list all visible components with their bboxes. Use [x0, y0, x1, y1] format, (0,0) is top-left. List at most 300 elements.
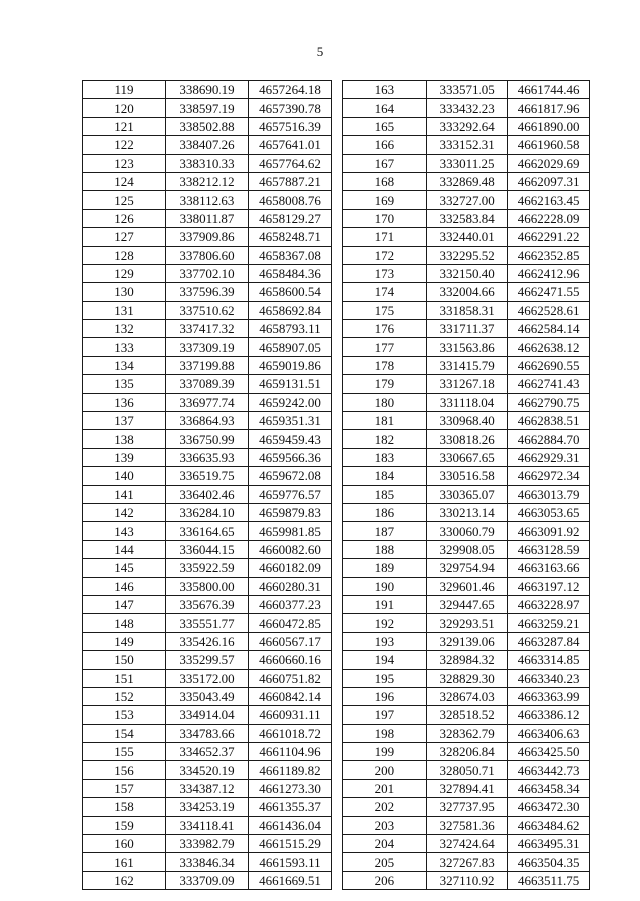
table-row — [343, 375, 590, 393]
point-number-cell: 121 — [83, 117, 166, 135]
y-coordinate-cell: 4658008.76 — [249, 191, 332, 209]
point-number-cell: 202 — [343, 798, 427, 816]
table-row — [83, 81, 332, 99]
y-coordinate-cell: 4662352.85 — [508, 246, 590, 264]
x-coordinate-cell: 329908.05 — [426, 540, 508, 558]
point-number-cell: 152 — [83, 687, 166, 705]
y-coordinate-cell: 4659776.57 — [249, 485, 332, 503]
y-coordinate-cell: 4663504.35 — [508, 853, 590, 871]
y-coordinate-cell: 4659981.85 — [249, 522, 332, 540]
x-coordinate-cell: 335676.39 — [166, 595, 249, 613]
y-coordinate-cell: 4663053.65 — [508, 503, 590, 521]
y-coordinate-cell: 4658793.11 — [249, 320, 332, 338]
table-row — [83, 632, 332, 650]
x-coordinate-cell: 336044.15 — [166, 540, 249, 558]
x-coordinate-cell: 329139.06 — [426, 632, 508, 650]
y-coordinate-cell: 4663228.97 — [508, 595, 590, 613]
x-coordinate-cell: 333292.64 — [426, 117, 508, 135]
x-coordinate-cell: 334520.19 — [166, 761, 249, 779]
point-number-cell: 192 — [343, 614, 427, 632]
table-row — [343, 871, 590, 889]
table-row — [343, 761, 590, 779]
point-number-cell: 180 — [343, 393, 427, 411]
table-row — [343, 724, 590, 742]
table-row — [83, 687, 332, 705]
point-number-cell: 129 — [83, 264, 166, 282]
point-number-cell: 176 — [343, 320, 427, 338]
table-row — [343, 264, 590, 282]
table-row — [343, 412, 590, 430]
y-coordinate-cell: 4662584.14 — [508, 320, 590, 338]
point-number-cell: 167 — [343, 154, 427, 172]
y-coordinate-cell: 4660082.60 — [249, 540, 332, 558]
x-coordinate-cell: 327894.41 — [426, 779, 508, 797]
y-coordinate-cell: 4663363.99 — [508, 687, 590, 705]
x-coordinate-cell: 338502.88 — [166, 117, 249, 135]
point-number-cell: 187 — [343, 522, 427, 540]
x-coordinate-cell: 336635.93 — [166, 448, 249, 466]
x-coordinate-cell: 336164.65 — [166, 522, 249, 540]
y-coordinate-cell: 4660182.09 — [249, 559, 332, 577]
y-coordinate-cell: 4663386.12 — [508, 706, 590, 724]
table-row — [83, 393, 332, 411]
table-row — [343, 356, 590, 374]
table-row — [343, 338, 590, 356]
table-row — [343, 816, 590, 834]
x-coordinate-cell: 332440.01 — [426, 228, 508, 246]
x-coordinate-cell: 328674.03 — [426, 687, 508, 705]
point-number-cell: 119 — [83, 81, 166, 99]
point-number-cell: 122 — [83, 136, 166, 154]
table-row — [343, 540, 590, 558]
table-row — [343, 485, 590, 503]
y-coordinate-cell: 4662471.55 — [508, 283, 590, 301]
coordinate-table-left-body — [83, 81, 332, 890]
point-number-cell: 191 — [343, 595, 427, 613]
point-number-cell: 158 — [83, 798, 166, 816]
table-row — [83, 577, 332, 595]
point-number-cell: 179 — [343, 375, 427, 393]
y-coordinate-cell: 4662690.55 — [508, 356, 590, 374]
x-coordinate-cell: 338212.12 — [166, 172, 249, 190]
y-coordinate-cell: 4659019.86 — [249, 356, 332, 374]
y-coordinate-cell: 4659131.51 — [249, 375, 332, 393]
y-coordinate-cell: 4658600.54 — [249, 283, 332, 301]
table-row — [343, 651, 590, 669]
point-number-cell: 161 — [83, 853, 166, 871]
y-coordinate-cell: 4657887.21 — [249, 172, 332, 190]
table-row — [343, 320, 590, 338]
point-number-cell: 170 — [343, 209, 427, 227]
point-number-cell: 157 — [83, 779, 166, 797]
x-coordinate-cell: 329754.94 — [426, 559, 508, 577]
table-row — [83, 614, 332, 632]
point-number-cell: 154 — [83, 724, 166, 742]
x-coordinate-cell: 333152.31 — [426, 136, 508, 154]
y-coordinate-cell: 4662838.51 — [508, 412, 590, 430]
point-number-cell: 174 — [343, 283, 427, 301]
table-row — [83, 448, 332, 466]
point-number-cell: 120 — [83, 99, 166, 117]
table-row — [343, 81, 590, 99]
x-coordinate-cell: 336750.99 — [166, 430, 249, 448]
point-number-cell: 135 — [83, 375, 166, 393]
y-coordinate-cell: 4661515.29 — [249, 835, 332, 853]
y-coordinate-cell: 4660280.31 — [249, 577, 332, 595]
point-number-cell: 162 — [83, 871, 166, 889]
y-coordinate-cell: 4660660.16 — [249, 651, 332, 669]
page-number: 5 — [316, 44, 324, 59]
x-coordinate-cell: 335922.59 — [166, 559, 249, 577]
y-coordinate-cell: 4661189.82 — [249, 761, 332, 779]
table-row — [83, 816, 332, 834]
x-coordinate-cell: 334652.37 — [166, 743, 249, 761]
point-number-cell: 153 — [83, 706, 166, 724]
point-number-cell: 148 — [83, 614, 166, 632]
y-coordinate-cell: 4660567.17 — [249, 632, 332, 650]
y-coordinate-cell: 4657764.62 — [249, 154, 332, 172]
table-row — [343, 779, 590, 797]
y-coordinate-cell: 4657390.78 — [249, 99, 332, 117]
point-number-cell: 193 — [343, 632, 427, 650]
x-coordinate-cell: 335800.00 — [166, 577, 249, 595]
y-coordinate-cell: 4663425.50 — [508, 743, 590, 761]
y-coordinate-cell: 4663458.34 — [508, 779, 590, 797]
table-row — [83, 136, 332, 154]
table-row — [343, 835, 590, 853]
y-coordinate-cell: 4662291.22 — [508, 228, 590, 246]
y-coordinate-cell: 4662163.45 — [508, 191, 590, 209]
table-row — [343, 246, 590, 264]
point-number-cell: 171 — [343, 228, 427, 246]
x-coordinate-cell: 328206.84 — [426, 743, 508, 761]
table-row — [83, 503, 332, 521]
table-row — [83, 283, 332, 301]
table-row — [343, 743, 590, 761]
y-coordinate-cell: 4662929.31 — [508, 448, 590, 466]
point-number-cell: 185 — [343, 485, 427, 503]
x-coordinate-cell: 335426.16 — [166, 632, 249, 650]
y-coordinate-cell: 4658692.84 — [249, 301, 332, 319]
y-coordinate-cell: 4658129.27 — [249, 209, 332, 227]
x-coordinate-cell: 334387.12 — [166, 779, 249, 797]
x-coordinate-cell: 331118.04 — [426, 393, 508, 411]
x-coordinate-cell: 327267.83 — [426, 853, 508, 871]
y-coordinate-cell: 4663442.73 — [508, 761, 590, 779]
table-row — [83, 264, 332, 282]
coordinate-table-left — [82, 80, 332, 890]
x-coordinate-cell: 336402.46 — [166, 485, 249, 503]
x-coordinate-cell: 338597.19 — [166, 99, 249, 117]
coordinate-tables — [82, 80, 590, 888]
point-number-cell: 166 — [343, 136, 427, 154]
y-coordinate-cell: 4661744.46 — [508, 81, 590, 99]
point-number-cell: 139 — [83, 448, 166, 466]
table-row — [343, 798, 590, 816]
table-row — [343, 669, 590, 687]
point-number-cell: 172 — [343, 246, 427, 264]
table-row — [83, 559, 332, 577]
x-coordinate-cell: 338310.33 — [166, 154, 249, 172]
y-coordinate-cell: 4659879.83 — [249, 503, 332, 521]
x-coordinate-cell: 332295.52 — [426, 246, 508, 264]
table-row — [83, 301, 332, 319]
table-row — [83, 191, 332, 209]
y-coordinate-cell: 4657641.01 — [249, 136, 332, 154]
point-number-cell: 136 — [83, 393, 166, 411]
x-coordinate-cell: 328518.52 — [426, 706, 508, 724]
y-coordinate-cell: 4662972.34 — [508, 467, 590, 485]
table-row — [83, 375, 332, 393]
x-coordinate-cell: 337417.32 — [166, 320, 249, 338]
x-coordinate-cell: 333846.34 — [166, 853, 249, 871]
table-row — [83, 853, 332, 871]
y-coordinate-cell: 4662790.75 — [508, 393, 590, 411]
x-coordinate-cell: 330818.26 — [426, 430, 508, 448]
table-row — [83, 356, 332, 374]
y-coordinate-cell: 4662412.96 — [508, 264, 590, 282]
point-number-cell: 163 — [343, 81, 427, 99]
table-row — [343, 136, 590, 154]
x-coordinate-cell: 330516.58 — [426, 467, 508, 485]
x-coordinate-cell: 329447.65 — [426, 595, 508, 613]
x-coordinate-cell: 334783.66 — [166, 724, 249, 742]
point-number-cell: 142 — [83, 503, 166, 521]
x-coordinate-cell: 336284.10 — [166, 503, 249, 521]
x-coordinate-cell: 334118.41 — [166, 816, 249, 834]
y-coordinate-cell: 4662029.69 — [508, 154, 590, 172]
y-coordinate-cell: 4658248.71 — [249, 228, 332, 246]
point-number-cell: 149 — [83, 632, 166, 650]
point-number-cell: 190 — [343, 577, 427, 595]
y-coordinate-cell: 4663091.92 — [508, 522, 590, 540]
x-coordinate-cell: 337702.10 — [166, 264, 249, 282]
table-row — [83, 669, 332, 687]
table-row — [83, 228, 332, 246]
y-coordinate-cell: 4659242.00 — [249, 393, 332, 411]
y-coordinate-cell: 4660377.23 — [249, 595, 332, 613]
table-row — [343, 172, 590, 190]
point-number-cell: 131 — [83, 301, 166, 319]
y-coordinate-cell: 4661355.37 — [249, 798, 332, 816]
y-coordinate-cell: 4660842.14 — [249, 687, 332, 705]
x-coordinate-cell: 333709.09 — [166, 871, 249, 889]
y-coordinate-cell: 4660931.11 — [249, 706, 332, 724]
x-coordinate-cell: 327581.36 — [426, 816, 508, 834]
x-coordinate-cell: 337089.39 — [166, 375, 249, 393]
table-row — [83, 706, 332, 724]
table-row — [343, 301, 590, 319]
y-coordinate-cell: 4662638.12 — [508, 338, 590, 356]
y-coordinate-cell: 4661104.96 — [249, 743, 332, 761]
table-row — [83, 595, 332, 613]
x-coordinate-cell: 332727.00 — [426, 191, 508, 209]
y-coordinate-cell: 4663163.66 — [508, 559, 590, 577]
point-number-cell: 203 — [343, 816, 427, 834]
x-coordinate-cell: 336519.75 — [166, 467, 249, 485]
y-coordinate-cell: 4659672.08 — [249, 467, 332, 485]
y-coordinate-cell: 4662884.70 — [508, 430, 590, 448]
table-row — [343, 393, 590, 411]
point-number-cell: 178 — [343, 356, 427, 374]
point-number-cell: 143 — [83, 522, 166, 540]
y-coordinate-cell: 4662528.61 — [508, 301, 590, 319]
table-row — [343, 632, 590, 650]
table-row — [343, 154, 590, 172]
x-coordinate-cell: 335043.49 — [166, 687, 249, 705]
y-coordinate-cell: 4659566.36 — [249, 448, 332, 466]
y-coordinate-cell: 4658907.05 — [249, 338, 332, 356]
table-row — [83, 154, 332, 172]
point-number-cell: 145 — [83, 559, 166, 577]
point-number-cell: 126 — [83, 209, 166, 227]
point-number-cell: 140 — [83, 467, 166, 485]
point-number-cell: 189 — [343, 559, 427, 577]
point-number-cell: 169 — [343, 191, 427, 209]
point-number-cell: 181 — [343, 412, 427, 430]
point-number-cell: 197 — [343, 706, 427, 724]
x-coordinate-cell: 330667.65 — [426, 448, 508, 466]
x-coordinate-cell: 337909.86 — [166, 228, 249, 246]
table-row — [83, 430, 332, 448]
table-row — [83, 743, 332, 761]
x-coordinate-cell: 328050.71 — [426, 761, 508, 779]
point-number-cell: 155 — [83, 743, 166, 761]
x-coordinate-cell: 338690.19 — [166, 81, 249, 99]
table-row — [343, 503, 590, 521]
point-number-cell: 206 — [343, 871, 427, 889]
point-number-cell: 164 — [343, 99, 427, 117]
point-number-cell: 205 — [343, 853, 427, 871]
y-coordinate-cell: 4659459.43 — [249, 430, 332, 448]
point-number-cell: 156 — [83, 761, 166, 779]
point-number-cell: 146 — [83, 577, 166, 595]
point-number-cell: 137 — [83, 412, 166, 430]
point-number-cell: 165 — [343, 117, 427, 135]
point-number-cell: 198 — [343, 724, 427, 742]
point-number-cell: 194 — [343, 651, 427, 669]
x-coordinate-cell: 327110.92 — [426, 871, 508, 889]
x-coordinate-cell: 334914.04 — [166, 706, 249, 724]
x-coordinate-cell: 330060.79 — [426, 522, 508, 540]
table-row — [83, 485, 332, 503]
table-row — [343, 99, 590, 117]
point-number-cell: 123 — [83, 154, 166, 172]
x-coordinate-cell: 336977.74 — [166, 393, 249, 411]
y-coordinate-cell: 4663259.21 — [508, 614, 590, 632]
x-coordinate-cell: 327424.64 — [426, 835, 508, 853]
x-coordinate-cell: 330365.07 — [426, 485, 508, 503]
table-row — [343, 577, 590, 595]
point-number-cell: 124 — [83, 172, 166, 190]
x-coordinate-cell: 336864.93 — [166, 412, 249, 430]
table-row — [343, 448, 590, 466]
x-coordinate-cell: 329601.46 — [426, 577, 508, 595]
table-row — [343, 191, 590, 209]
point-number-cell: 138 — [83, 430, 166, 448]
point-number-cell: 188 — [343, 540, 427, 558]
y-coordinate-cell: 4661890.00 — [508, 117, 590, 135]
point-number-cell: 182 — [343, 430, 427, 448]
y-coordinate-cell: 4663128.59 — [508, 540, 590, 558]
point-number-cell: 125 — [83, 191, 166, 209]
x-coordinate-cell: 332150.40 — [426, 264, 508, 282]
point-number-cell: 204 — [343, 835, 427, 853]
y-coordinate-cell: 4659351.31 — [249, 412, 332, 430]
table-row — [83, 798, 332, 816]
point-number-cell: 183 — [343, 448, 427, 466]
table-row — [83, 467, 332, 485]
table-row — [343, 559, 590, 577]
x-coordinate-cell: 333011.25 — [426, 154, 508, 172]
point-number-cell: 134 — [83, 356, 166, 374]
table-row — [343, 614, 590, 632]
y-coordinate-cell: 4663495.31 — [508, 835, 590, 853]
point-number-cell: 196 — [343, 687, 427, 705]
coordinate-table-right-body — [343, 81, 590, 890]
x-coordinate-cell: 338011.87 — [166, 209, 249, 227]
y-coordinate-cell: 4658484.36 — [249, 264, 332, 282]
table-row — [83, 99, 332, 117]
table-row — [343, 467, 590, 485]
table-row — [343, 595, 590, 613]
x-coordinate-cell: 331858.31 — [426, 301, 508, 319]
y-coordinate-cell: 4657516.39 — [249, 117, 332, 135]
table-row — [83, 172, 332, 190]
y-coordinate-cell: 4663197.12 — [508, 577, 590, 595]
table-row — [83, 320, 332, 338]
x-coordinate-cell: 331415.79 — [426, 356, 508, 374]
x-coordinate-cell: 328829.30 — [426, 669, 508, 687]
x-coordinate-cell: 338112.63 — [166, 191, 249, 209]
table-row — [83, 522, 332, 540]
point-number-cell: 173 — [343, 264, 427, 282]
y-coordinate-cell: 4663511.75 — [508, 871, 590, 889]
x-coordinate-cell: 337199.88 — [166, 356, 249, 374]
x-coordinate-cell: 328362.79 — [426, 724, 508, 742]
table-row — [83, 835, 332, 853]
table-row — [343, 117, 590, 135]
table-row — [343, 228, 590, 246]
y-coordinate-cell: 4662741.43 — [508, 375, 590, 393]
y-coordinate-cell: 4663013.79 — [508, 485, 590, 503]
y-coordinate-cell: 4663472.30 — [508, 798, 590, 816]
y-coordinate-cell: 4660472.85 — [249, 614, 332, 632]
table-row — [83, 724, 332, 742]
table-row — [83, 117, 332, 135]
point-number-cell: 147 — [83, 595, 166, 613]
point-number-cell: 130 — [83, 283, 166, 301]
y-coordinate-cell: 4662228.09 — [508, 209, 590, 227]
x-coordinate-cell: 334253.19 — [166, 798, 249, 816]
point-number-cell: 199 — [343, 743, 427, 761]
point-number-cell: 177 — [343, 338, 427, 356]
y-coordinate-cell: 4662097.31 — [508, 172, 590, 190]
point-number-cell: 132 — [83, 320, 166, 338]
x-coordinate-cell: 330213.14 — [426, 503, 508, 521]
table-row — [83, 540, 332, 558]
table-row — [83, 246, 332, 264]
table-row — [83, 412, 332, 430]
table-row — [343, 522, 590, 540]
point-number-cell: 184 — [343, 467, 427, 485]
point-number-cell: 150 — [83, 651, 166, 669]
point-number-cell: 195 — [343, 669, 427, 687]
y-coordinate-cell: 4663340.23 — [508, 669, 590, 687]
table-row — [343, 209, 590, 227]
point-number-cell: 175 — [343, 301, 427, 319]
table-row — [343, 853, 590, 871]
